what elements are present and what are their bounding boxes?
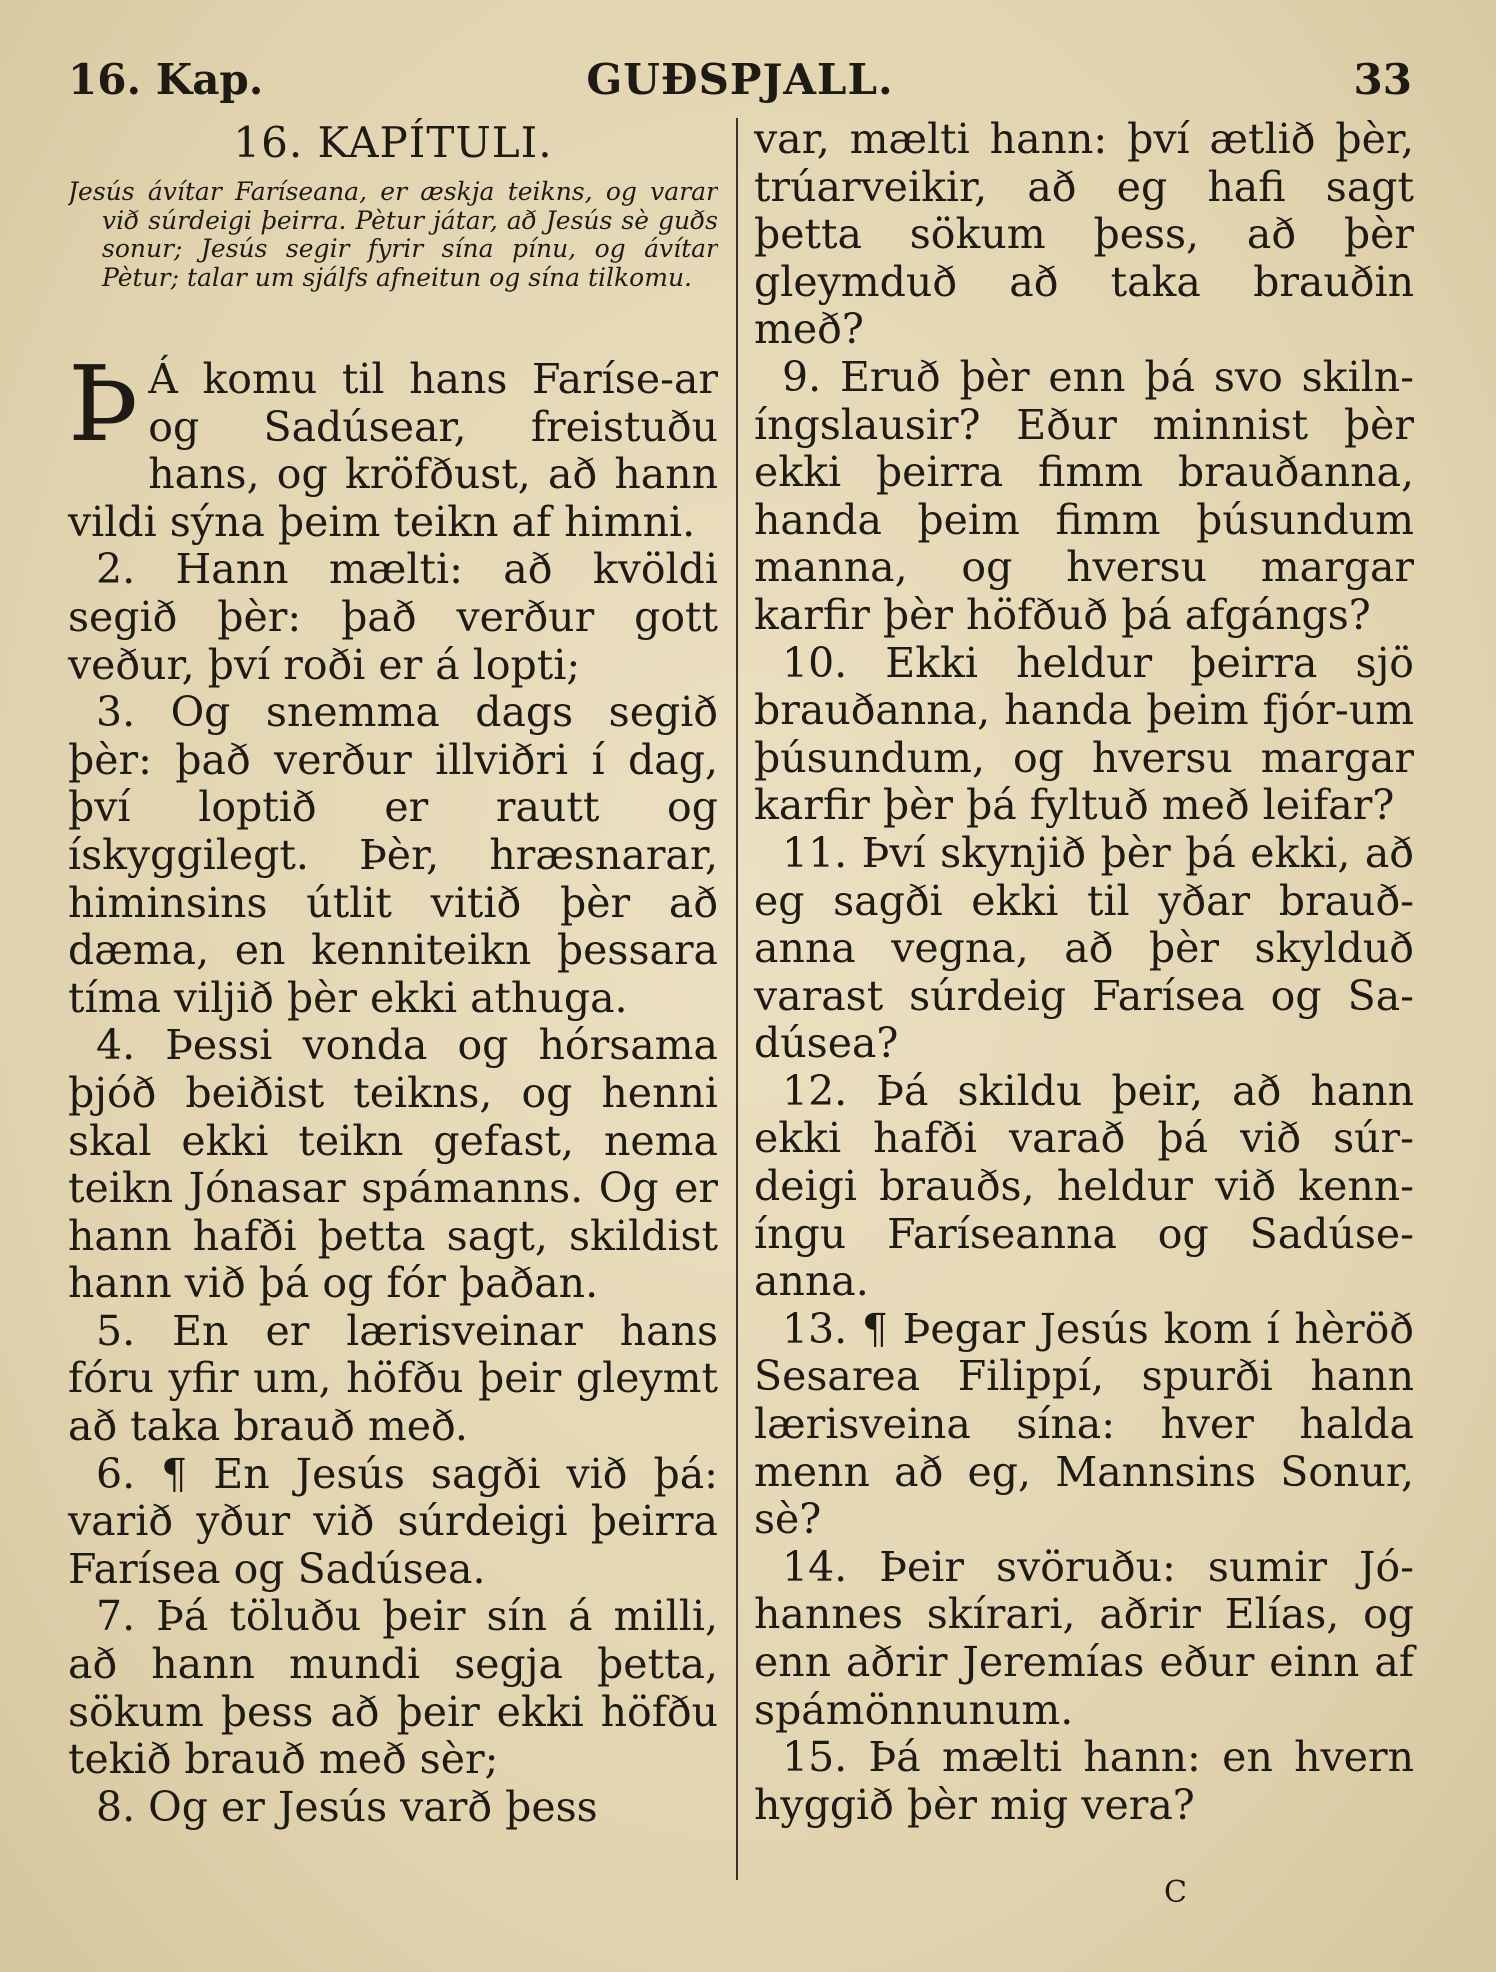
left-column xyxy=(68,116,718,1831)
right-column xyxy=(754,116,1414,1829)
verse: 12. Þá skildu þeir, að hann ekki hafði varað þá við súr-deigi brauðs, heldur við kenn-íngu Faríseanna og Sadúse-anna. xyxy=(754,1066,1414,1306)
running-head xyxy=(68,52,1412,108)
verse: 8. Og er Jesús varð þess xyxy=(96,1782,598,1831)
verse: 4. Þessi vonda og hórsama þjóð beiðist teikns, og henni skal ekki teikn gefast, nema teikn Jónasar spámanns. Og er hann hafði þetta sagt, skildist hann við þá og fór þaðan. xyxy=(68,1021,718,1308)
chapter-summary: Jesús ávítar Faríseana, er æskja teikns, og varar við súrdeigi þeirra. Pètur játar, að Jesús sè guðs sonur; Jesús segir fyrir sína pínu, og ávítar Pètur; talar um sjálfs afneitun og sína tilkomu. xyxy=(68,178,718,292)
verse-continuation: var, mælti hann: því ætlið þèr, trúarveikir, að eg hafi sagt þetta sökum þess, að þèr gleymduð að taka brauðin með? xyxy=(754,115,1414,354)
signature-mark: C xyxy=(1164,1875,1187,1910)
verse: 3. Og snemma dags segið þèr: það verður illviðri í dag, því loptið er rautt og ískyggilegt. Þèr, hræsnarar, himinsins útlit vitið þèr að dæma, en kenniteikn þessara tíma viljið þèr ekki athuga. xyxy=(68,688,718,1022)
page-number: 33 xyxy=(1353,55,1412,104)
verse: 6. ¶ En Jesús sagði við þá: varið yður við súrdeigi þeirra Farísea og Sadúsea. xyxy=(68,1449,718,1593)
verse: 11. Því skynjið þèr þá ekki, að eg sagði ekki til yðar brauð-anna vegna, að þèr skylduð varast súrdeig Farísea og Sa-dúsea? xyxy=(754,828,1414,1068)
verse: 15. Þá mælti hann: en hvern hyggið þèr mig vera? xyxy=(754,1733,1414,1829)
verse-1-text: Á komu til hans Faríse-ar og Sadúsear, freistuðu hans, og kröfðust, að hann vildi sýna þeim teikn af himni. xyxy=(68,355,718,546)
verse: 14. Þeir svöruðu: sumir Jó-hannes skírari, aðrir Elías, og enn aðrir Jeremías eður einn af spámönnunum. xyxy=(754,1542,1414,1734)
chapter-title: 16. KAPÍTULI. xyxy=(233,118,553,167)
book-title: GUÐSPJALL. xyxy=(586,55,894,104)
column-rule xyxy=(736,118,738,1880)
verse: 9. Eruð þèr enn þá svo skiln-íngslausir? Eður minnist þèr ekki þeirra fimm brauðanna, handa þeim fimm þúsundum manna, og hversu margar karfir þèr höfðuð þá afgángs? xyxy=(754,352,1414,639)
drop-cap: Þ xyxy=(68,343,139,465)
chapter-label: 16. Kap. xyxy=(68,55,264,104)
verse: 7. Þá töluðu þeir sín á milli, að hann mundi segja þetta, sökum þess að þeir ekki höfðu tekið brauð með sèr; xyxy=(68,1592,718,1784)
verse: 13. ¶ Þegar Jesús kom í hèröð Sesarea Filippí, spurði hann lærisveina sína: hver halda menn að eg, Mannsins Sonur, sè? xyxy=(754,1304,1414,1544)
verse-1 xyxy=(68,343,718,546)
verse: 10. Ekki heldur þeirra sjö brauðanna, handa þeim fjór-um þúsundum, og hversu margar karfir þèr þá fyltuð með leifar? xyxy=(754,638,1414,830)
verse: 2. Hann mælti: að kvöldi segið þèr: það verður gott veður, því roði er á lopti; xyxy=(68,545,718,689)
verse: 5. En er lærisveinar hans fóru yfir um, höfðu þeir gleymt að taka brauð með. xyxy=(68,1306,718,1451)
